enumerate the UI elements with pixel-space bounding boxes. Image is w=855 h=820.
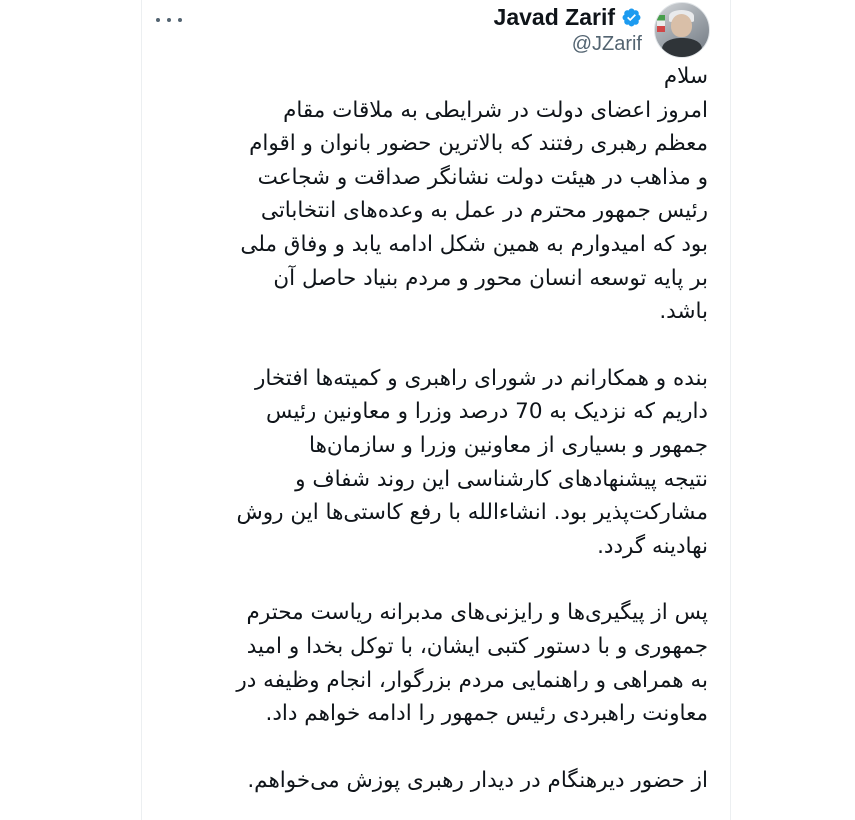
dot xyxy=(167,18,171,22)
text-line: جمهور و بسیاری از معاونین وزرا و سازمان‌ها xyxy=(309,432,708,458)
text-line: و مذاهب در هیئت دولت نشانگر صداقت و شجاعت xyxy=(257,164,708,190)
text-line: نتیجه پیشنهادهای کارشناسی این روند شفاف و xyxy=(295,466,708,492)
text-line: معاونت راهبردی رئیس جمهور را ادامه خواهم داد. xyxy=(265,701,708,727)
text-line: بر پایه توسعه انسان محور و مردم بنیاد حاصل آن xyxy=(273,265,708,291)
text-line: از حضور دیرهنگام در دیدار رهبری پوزش می‌خواهم. xyxy=(247,767,708,793)
tweet-text xyxy=(162,60,708,797)
text-line: باشد. xyxy=(659,299,708,325)
text-line: پس از پیگیری‌ها و رایزنی‌های مدبرانه ریاست محترم xyxy=(246,600,708,626)
tweet-card xyxy=(141,0,731,820)
name-line xyxy=(494,4,642,31)
text-line: رئیس جمهور محترم در عمل به وعده‌های انتخاباتی xyxy=(260,198,708,224)
text-line: سلام xyxy=(663,64,708,89)
more-dots-icon[interactable] xyxy=(156,10,182,30)
tweet-header xyxy=(494,4,710,56)
text-line: بود که امیدوارم به همین شکل ادامه یابد و وفاق ملی xyxy=(240,231,708,257)
flag-icon xyxy=(657,15,665,32)
dot xyxy=(156,18,160,22)
tweet-paragraph xyxy=(162,60,708,329)
text-line: به همراهی و راهنمایی مردم بزرگوار، انجام وظیفه در xyxy=(236,667,708,693)
dot xyxy=(178,18,182,22)
text-line: نهادینه گردد. xyxy=(597,533,708,559)
avatar-body xyxy=(662,38,702,58)
avatar[interactable] xyxy=(654,2,710,58)
tweet-paragraph xyxy=(162,362,708,564)
text-line: امروز اعضای دولت در شرایطی به ملاقات مقام xyxy=(283,97,708,123)
text-line: داریم که نزدیک به 70 درصد وزرا و معاونین رئیس xyxy=(266,399,708,425)
avatar-face xyxy=(671,14,692,37)
author-name[interactable]: Javad Zarif xyxy=(493,4,615,30)
text-line: جمهوری و با دستور کتبی ایشان، با توکل بخدا و امید xyxy=(246,633,708,659)
tweet-paragraph xyxy=(162,764,708,798)
text-line: مشارکت‌پذیر بود. انشاءالله با رفع کاستی‌ها این روش xyxy=(236,500,708,526)
verified-badge-icon xyxy=(621,7,642,28)
author-info xyxy=(494,4,642,56)
author-handle[interactable]: @JZarif xyxy=(571,33,642,55)
text-line: بنده و همکارانم در شورای راهبری و کمیته‌ها افتخار xyxy=(254,365,708,391)
tweet-paragraph xyxy=(162,596,708,730)
text-line: معظم رهبری رفتند که بالاترین حضور بانوان و اقوام xyxy=(249,131,708,157)
